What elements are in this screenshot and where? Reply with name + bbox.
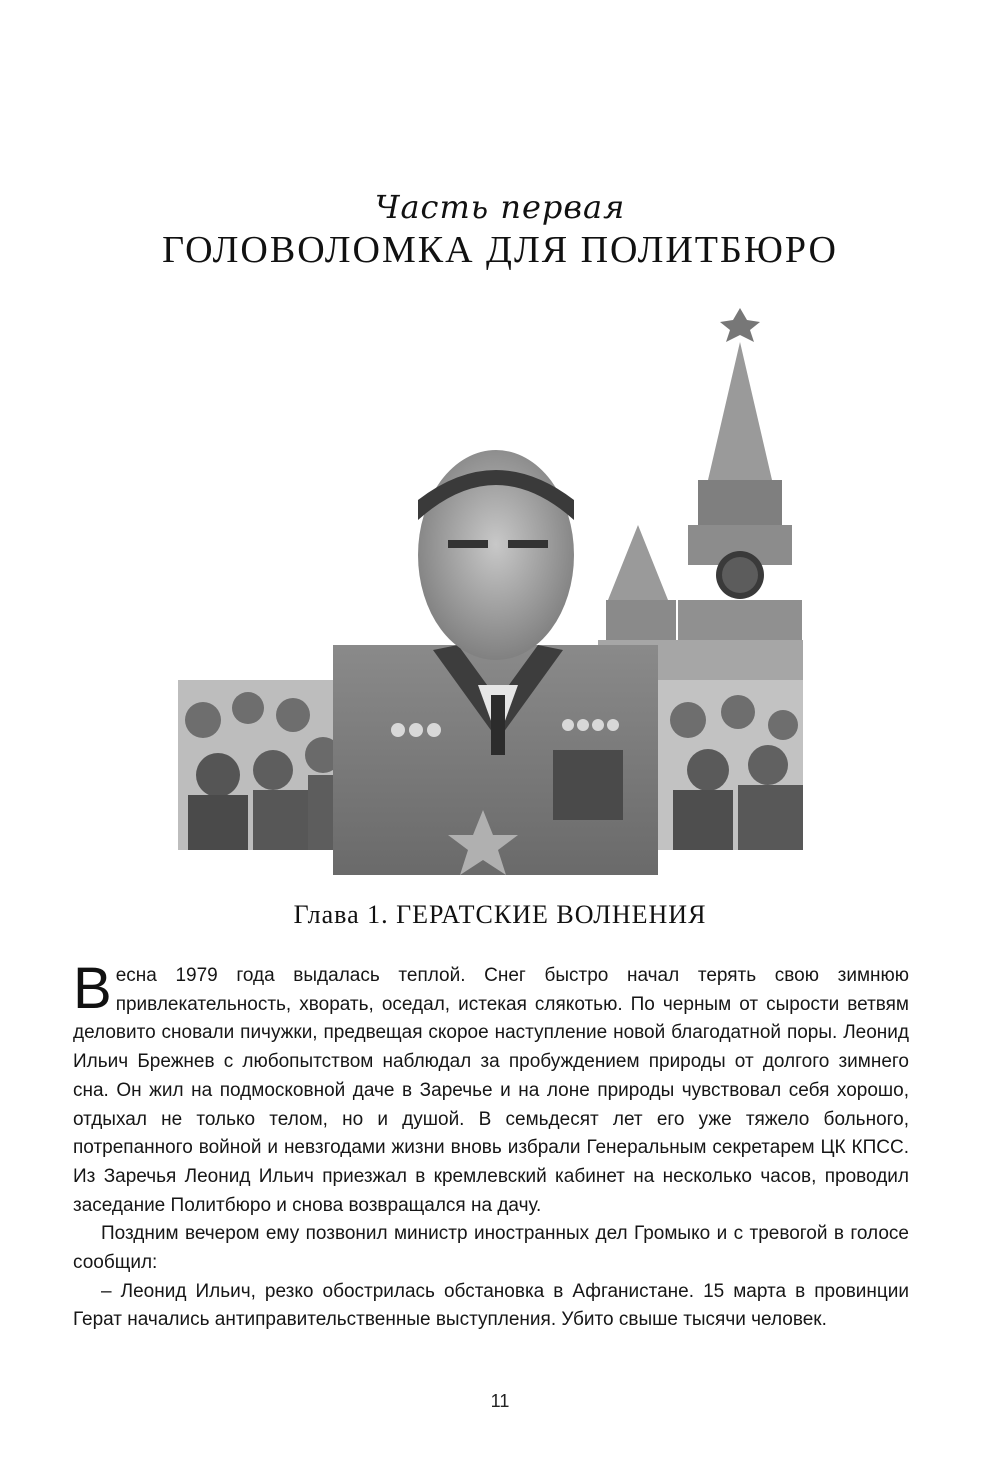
chapter-name: ГЕРАТСКИЕ ВОЛНЕНИЯ [396,900,707,929]
paragraph: – Леонид Ильич, резко обострилась обстановка в Афганистане. 15 марта в провинции Герат начались антиправительственные выступления. Убито свыше тысячи человек. [73,1280,909,1331]
chapter-number: Глава 1. [293,900,389,929]
chapter-title [0,900,1000,930]
dropcap: В [73,956,112,1021]
kremlin-tower-icon [598,308,803,680]
chapter-illustration [178,300,803,875]
paragraph: Поздним вечером ему позвонил министр иностранных дел Громыко и с тревогой в голосе сообщил: [73,1223,909,1274]
audience-left [178,680,343,850]
part-label: Часть первая [374,188,626,226]
paragraph: есна 1979 года выдалась теплой. Снег быстро начал терять свою зимнюю привлекательность, хворать, оседал, истекая слякотью. По черным от сырости ветвям деловито сновали пичужки, предвещая скорое наступление новой благодатной поры. Леонид Ильич Брежнев с любопытством наблюдал за пробуждением природы от долгого зимнего сна. Он жил на подмосковной даче в Заречье и на лоне природы чувствовал себя хорошо, отдыхал не только телом, но и душой. В семьдесят лет его уже тяжело больного, потрепанного войной и невзгодами жизни вновь избрали Генеральным секретарем ЦК КПСС. Из Заречья Леонид Ильич приезжал в кремлевский кабинет на несколько часов, проводил заседание Политбюро и снова возвращался на дачу. [73,965,909,1216]
body-text [73,956,909,1335]
part-title: ГОЛОВОЛОМКА ДЛЯ ПОЛИТБЮРО [162,229,838,271]
audience-right [658,680,803,850]
portrait [333,450,658,875]
page-number: 11 [490,1391,510,1411]
